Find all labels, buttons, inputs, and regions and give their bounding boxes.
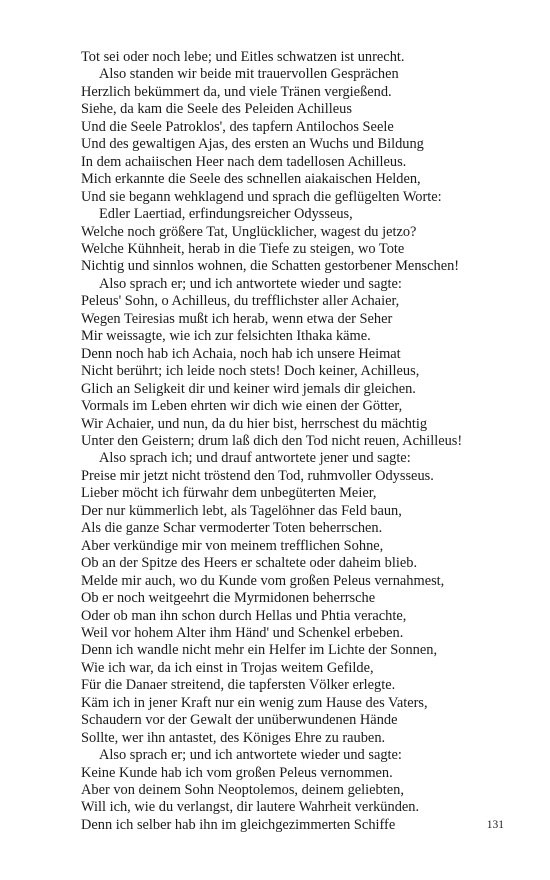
verse-line: Und die Seele Patroklos', des tapfern Antilochos Seele xyxy=(81,118,394,135)
verse-line: Aber verkündige mir von meinem trefflichen Sohne, xyxy=(81,537,384,554)
verse-line: Nicht berührt; ich leide noch stets! Doch keiner, Achilleus, xyxy=(81,363,420,380)
verse-line: Wie ich war, da ich einst in Trojas weitem Gefilde, xyxy=(81,659,374,676)
verse-line: Siehe, da kam die Seele des Peleiden Achilleus xyxy=(81,101,352,118)
verse-line: Weil vor hohem Alter ihm Händ' und Schenkel erbeben. xyxy=(81,624,404,641)
verse-line: Melde mir auch, wo du Kunde vom großen Peleus vernahmest, xyxy=(81,572,445,589)
verse-line: Lieber möcht ich fürwahr dem unbegüterten Meier, xyxy=(81,485,377,502)
verse-line: Sollte, wer ihn antastet, des Königes Ehre zu rauben. xyxy=(81,729,386,746)
verse-line: Für die Danaer streitend, die tapfersten Völker erlegte. xyxy=(81,677,396,694)
verse-text xyxy=(81,49,536,834)
verse-line: Und sie begann wehklagend und sprach die geflügelten Worte: xyxy=(81,188,442,205)
verse-line: Denn ich selber hab ihn im gleichgezimmerten Schiffe xyxy=(81,816,396,833)
verse-line: Wegen Teiresias mußt ich herab, wenn etwa der Seher xyxy=(81,310,393,327)
verse-line: Vormals im Leben ehrten wir dich wie einen der Götter, xyxy=(81,398,403,415)
verse-line: Der nur kümmerlich lebt, als Tagelöhner das Feld baun, xyxy=(81,502,402,519)
verse-line: Welche Kühnheit, herab in die Tiefe zu steigen, wo Tote xyxy=(81,240,405,257)
verse-line: Also sprach er; und ich antwortete wieder und sagte: xyxy=(99,747,402,764)
verse-line: Also sprach er; und ich antwortete wieder und sagte: xyxy=(99,275,402,292)
verse-line: Keine Kunde hab ich vom großen Peleus vernommen. xyxy=(81,764,393,781)
verse-line: Denn noch hab ich Achaia, noch hab ich unsere Heimat xyxy=(81,345,401,362)
verse-line: Mich erkannte die Seele des schnellen aiakaischen Helden, xyxy=(81,171,421,188)
page-number: 131 xyxy=(486,819,504,831)
verse-line: Preise mir jetzt nicht tröstend den Tod, ruhmvoller Odysseus. xyxy=(81,467,434,484)
verse-line: Mir weissagte, wie ich zur felsichten Ithaka käme. xyxy=(81,328,371,345)
verse-line: Wir Achaier, und nun, da du hier bist, herrschest du mächtig xyxy=(81,415,428,432)
verse-line: Denn ich wandle nicht mehr ein Helfer im Lichte der Sonnen, xyxy=(81,642,438,659)
verse-line: Nichtig und sinnlos wohnen, die Schatten gestorbener Menschen! xyxy=(81,258,460,275)
verse-line: Peleus' Sohn, o Achilleus, du trefflichster aller Achaier, xyxy=(81,293,400,310)
verse-line: Glich an Seligkeit dir und keiner wird jemals dir gleichen. xyxy=(81,380,416,397)
verse-line: In dem achaiischen Heer nach dem tadellosen Achilleus. xyxy=(81,153,407,170)
verse-line: Und des gewaltigen Ajas, des ersten an Wuchs und Bildung xyxy=(81,136,424,153)
verse-line: Käm ich in jener Kraft nur ein wenig zum Hause des Vaters, xyxy=(81,694,428,711)
verse-line: Herzlich bekümmert da, und viele Tränen vergießend. xyxy=(81,83,392,100)
verse-line: Schaudern vor der Gewalt der unüberwundenen Hände xyxy=(81,712,398,729)
verse-line: Also standen wir beide mit trauervollen Gesprächen xyxy=(99,66,399,83)
verse-line: Will ich, wie du verlangst, dir lautere Wahrheit verkünden. xyxy=(81,799,420,816)
verse-line: Unter den Geistern; drum laß dich den Tod nicht reuen, Achilleus! xyxy=(81,432,463,449)
verse-line: Edler Laertiad, erfindungsreicher Odysseus, xyxy=(99,206,353,223)
verse-line: Oder ob man ihn schon durch Hellas und Phtia verachte, xyxy=(81,607,407,624)
verse-line: Welche noch größere Tat, Unglücklicher, wagest du jetzo? xyxy=(81,223,417,240)
verse-line: Ob er noch weitgeehrt die Myrmidonen beherrsche xyxy=(81,590,376,607)
verse-line: Also sprach ich; und drauf antwortete jener und sagte: xyxy=(99,450,411,467)
verse-line: Ob an der Spitze des Heers er schaltete oder daheim blieb. xyxy=(81,555,418,572)
verse-line: Tot sei oder noch lebe; und Eitles schwatzen ist unrecht. xyxy=(81,49,405,65)
verse-line: Als die ganze Schar vermoderter Toten beherrschen. xyxy=(81,520,383,537)
verse-line: Aber von deinem Sohn Neoptolemos, deinem geliebten, xyxy=(81,782,404,799)
